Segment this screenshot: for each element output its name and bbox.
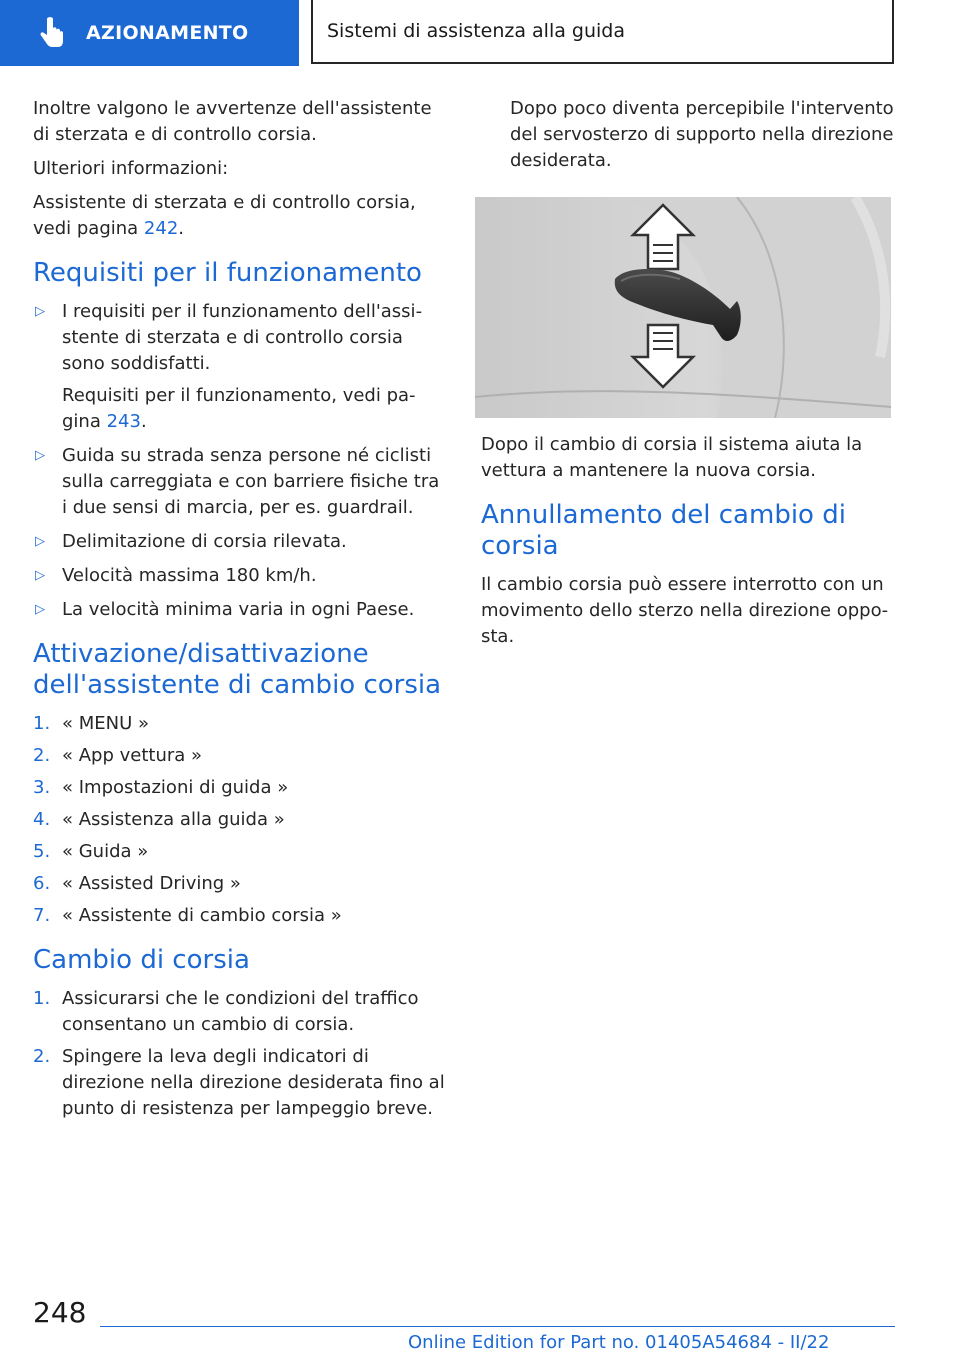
step-item [33,1044,447,1122]
left-column [33,96,447,1128]
step-item [33,807,447,833]
list-item [33,597,447,623]
subnote-text: Requisiti per il funzionamento, vedi pagina [62,385,416,432]
section-tab[interactable] [0,0,299,66]
chapter-title: Sistemi di assistenza alla guida [327,20,626,42]
support-paragraph: Dopo poco diventa percepibile l'intervento del servosterzo di supporto nella direzione desiderata. [510,98,894,171]
bullet-marker: ▷ [35,304,45,319]
step-number: 3. [33,777,51,798]
page-header [0,0,960,66]
lane-keeping-paragraph: Dopo il cambio di corsia il sistema aiuta la vettura a mantenere la nuova corsia. [481,434,863,481]
step-item [33,775,447,801]
chapter-tab[interactable] [311,0,894,64]
step-number: 6. [33,873,51,894]
step-text: « Impostazioni di guida » [62,777,289,798]
list-item-text: I requisiti per il funzionamento dell'assistente di sterzata e di controllo corsia sono soddisfatti. [62,301,423,374]
step-text: « App vettura » [62,745,203,766]
step-number: 2. [33,745,51,766]
cancel-heading: Annullamento del cambio di corsia [481,500,846,561]
step-text: « Guida » [62,841,149,862]
reference-end: . [178,218,185,239]
step-item [33,711,447,737]
edition-footer: Online Edition for Part no. 01405A54684 - II/22 [408,1332,830,1353]
step-text: « MENU » [62,713,150,734]
activation-steps [33,711,447,929]
step-text: « Assistente di cambio corsia » [62,905,342,926]
list-item [33,563,447,589]
step-item [33,903,447,929]
lever-diagram [475,197,891,418]
list-item-text: Velocità massima 180 km/h. [62,565,317,586]
step-number: 1. [33,713,51,734]
cancel-paragraph: Il cambio corsia può essere interrotto con un movimento dello sterzo nella direzione opposta. [481,574,889,647]
step-item [33,839,447,865]
page-number: 248 [33,1296,87,1329]
lane-change-heading: Cambio di corsia [33,945,250,975]
warning-note: Inoltre valgono le avvertenze dell'assistente di sterzata e di controllo corsia. [33,98,432,145]
step-text: Spingere la leva degli indicatori di direzione nella direzione desiderata fino al punto di resistenza per lampeggio breve. [62,1046,445,1119]
step-item [33,986,447,1038]
footer-divider [100,1326,895,1327]
step-number: 1. [33,988,51,1009]
requirements-heading: Requisiti per il funzionamento [33,258,422,288]
reference-text: Assistente di sterzata e di controllo corsia, vedi pagina [33,192,416,239]
step-number: 4. [33,809,51,830]
list-item-text: Guida su strada senza persone né ciclisti sulla carreggiata e con barriere fisiche tra i due sensi di marcia, per es. guardrail. [62,445,440,518]
lane-change-steps [33,986,447,1122]
list-item [33,443,447,521]
step-number: 5. [33,841,51,862]
list-item-text: Delimitazione di corsia rilevata. [62,531,347,552]
list-item-subnote [62,383,447,435]
activation-heading: Attivazione/disattivazione dell'assistente di cambio corsia [33,639,442,700]
step-text: Assicurarsi che le condizioni del traffico consentano un cambio di corsia. [62,988,419,1035]
page-link-242[interactable]: 242 [143,218,179,239]
turn-signal-lever-illustration [475,197,891,418]
step-text: « Assistenza alla guida » [62,809,285,830]
list-item-text: La velocità minima varia in ogni Paese. [62,599,415,620]
subnote-end: . [140,411,147,432]
step-number: 7. [33,905,51,926]
reference-paragraph [33,190,447,242]
hand-pointer-icon [34,16,68,50]
bullet-marker: ▷ [35,534,45,549]
step-text: « Assisted Driving » [62,873,241,894]
step-item [33,743,447,769]
step-item [33,871,447,897]
requirements-list [33,299,447,623]
list-item [33,299,447,435]
bullet-marker: ▷ [35,448,45,463]
section-title: AZIONAMENTO [86,22,249,44]
page-link-243[interactable]: 243 [106,411,141,432]
bullet-marker: ▷ [35,568,45,583]
right-column [481,96,901,658]
step-number: 2. [33,1046,51,1067]
list-item [33,529,447,555]
more-info-label: Ulteriori informazioni: [33,158,229,179]
bullet-marker: ▷ [35,602,45,617]
